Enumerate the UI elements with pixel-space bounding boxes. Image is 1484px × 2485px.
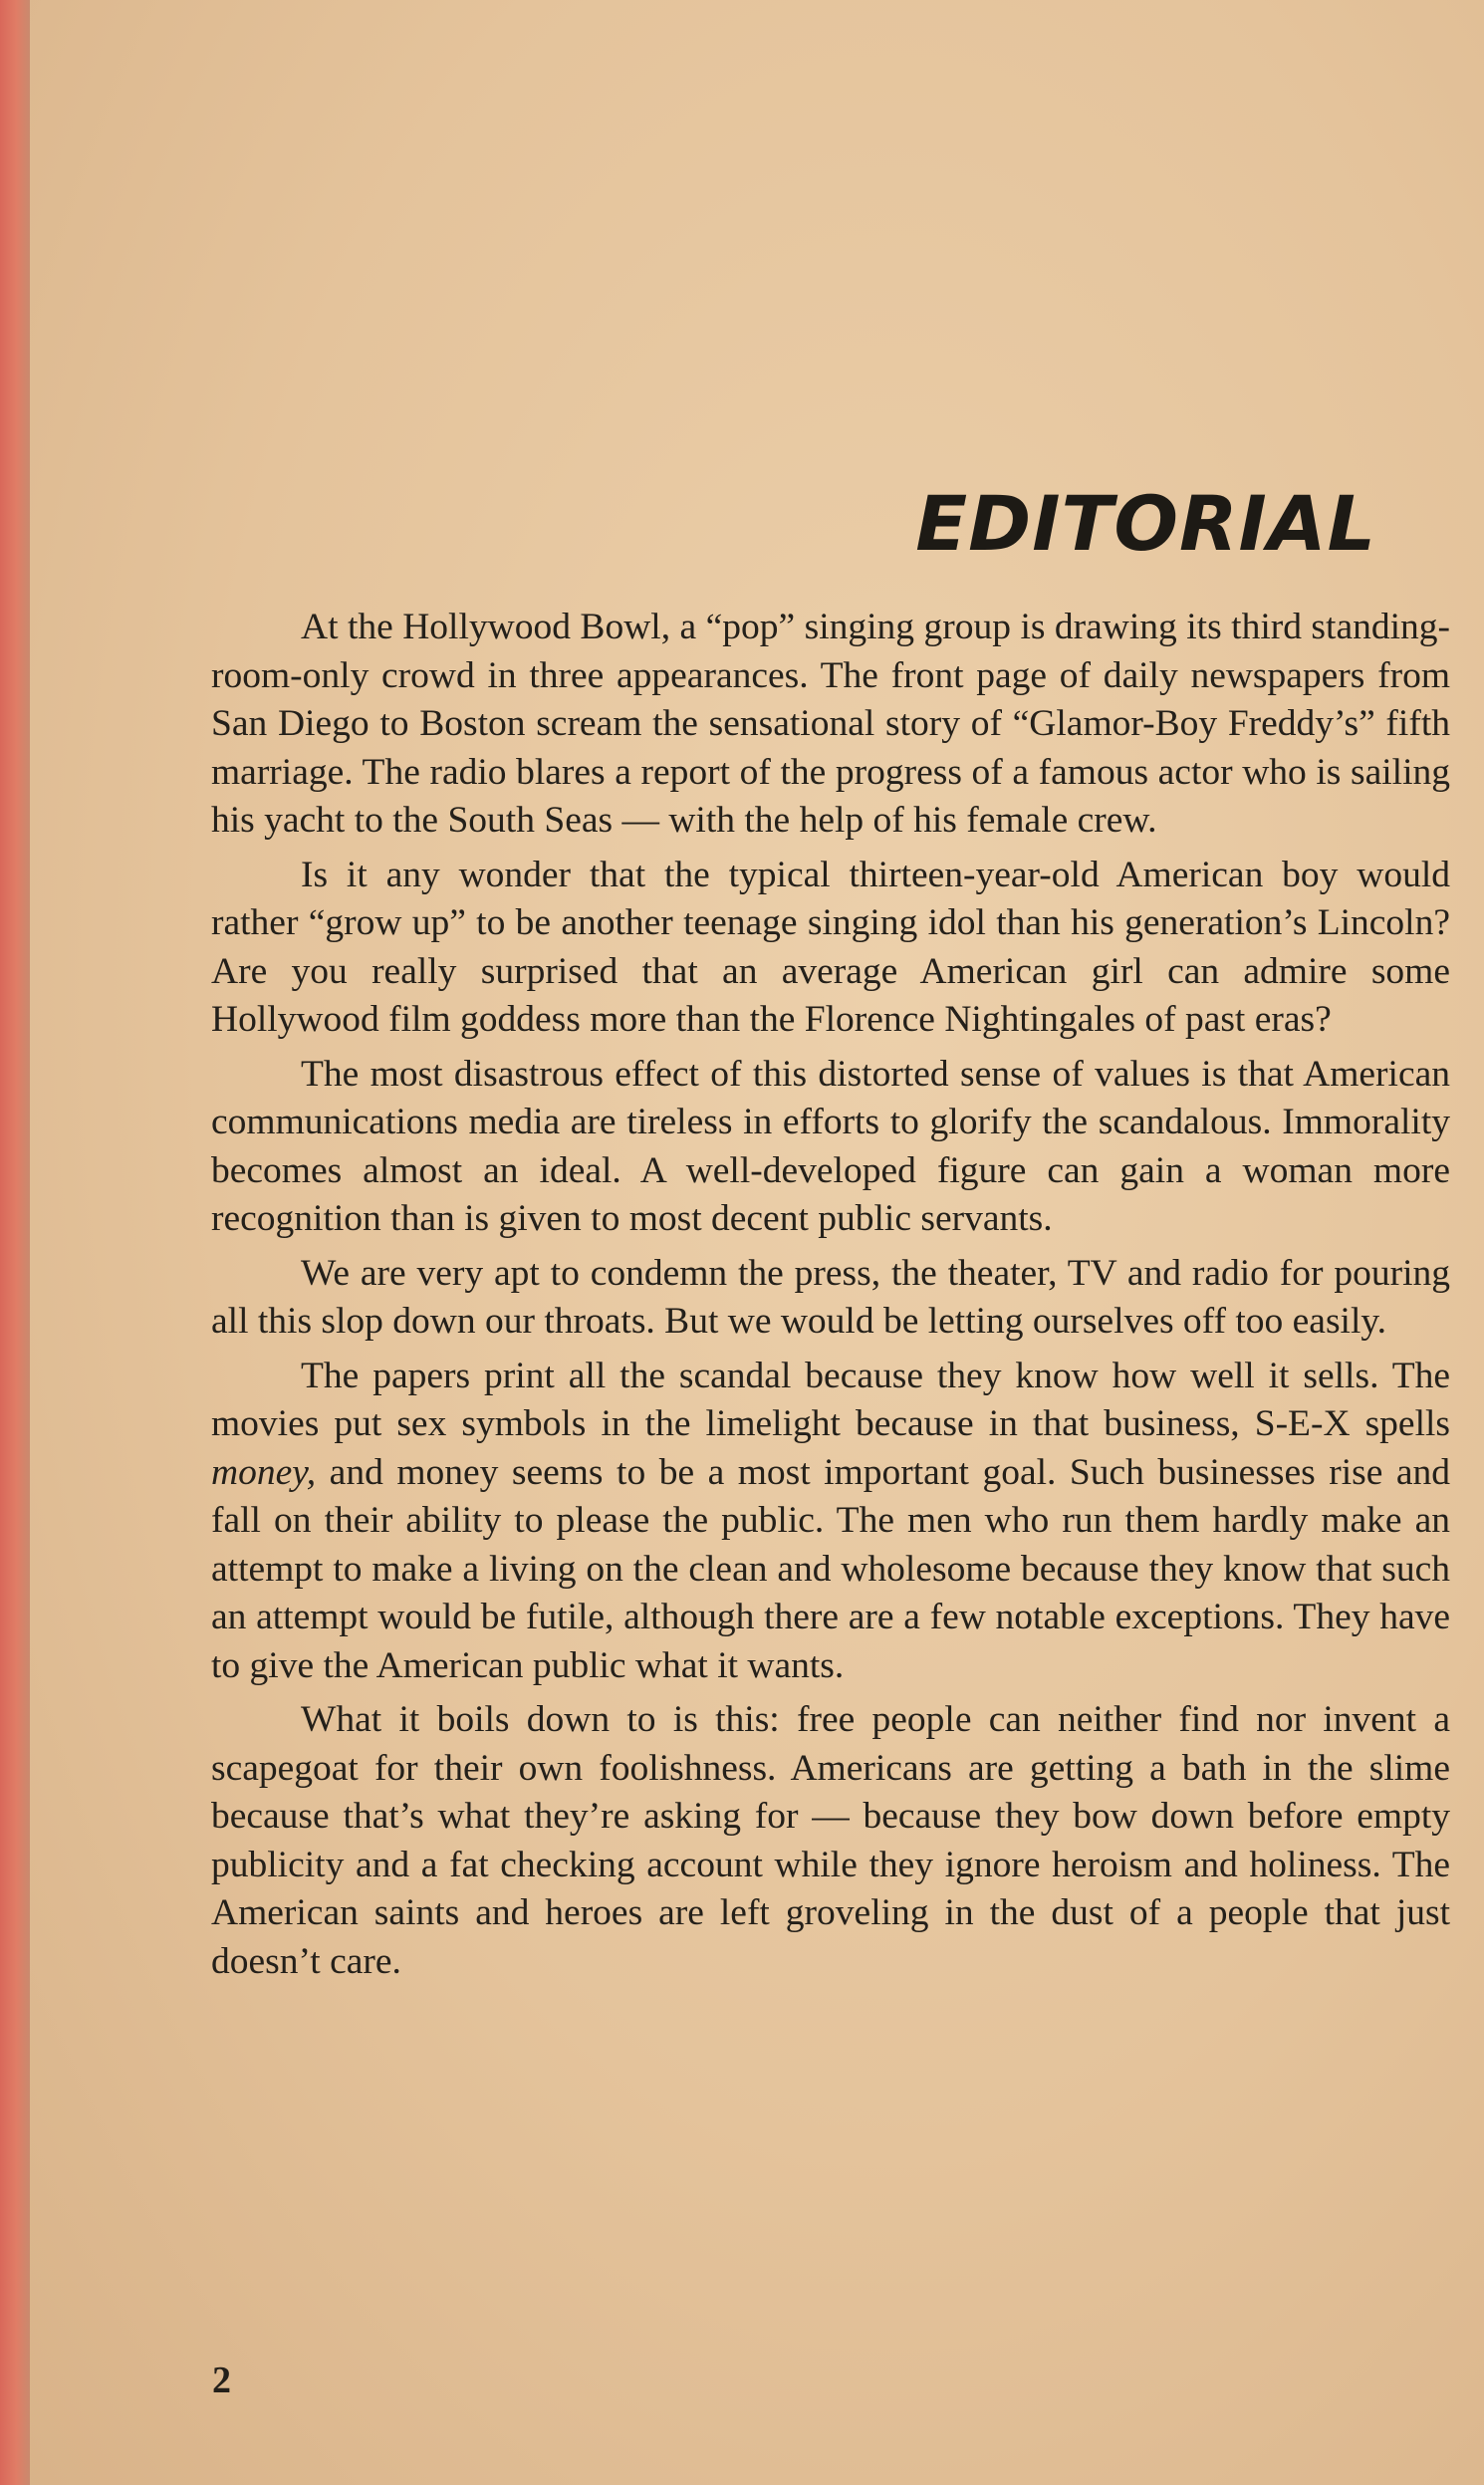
page-number: 2 <box>212 2360 231 2401</box>
paragraph-3: The most disastrous effect of this distorted sense of values is that American communications media are tireless in efforts to glorify the scandalous. Immorality becomes almost an ideal. A well-developed figure can gain a woman more recognition than is given to most decent public servants. <box>211 1053 1450 1239</box>
paragraph-1: At the Hollywood Bowl, a “pop” singing group is drawing its third standing-room-only crowd in three appearances. The front page of daily newspapers from San Diego to Boston scream the sensational story of “Glamor-Boy Freddy’s” fifth marriage. The radio blares a report of the progress of a famous actor who is sailing his yacht to the South Seas — with the help of his female crew. <box>211 607 1450 841</box>
paragraph-5-end: and money seems to be a most important goal. Such businesses rise and fall on their ability to please the public. The men who run them hardly make an attempt to make a living on the clean and wholesome because they know that such an attempt would be futile, although there are a few notable exceptions. They have to give the American public what it wants. <box>211 1451 1450 1686</box>
cover-edge <box>0 0 30 2485</box>
paragraph-4: We are very apt to condemn the press, the theater, TV and radio for pouring all this slop down our throats. But we would be letting ourselves off too easily. <box>211 1252 1450 1342</box>
editorial-body <box>211 604 1450 1992</box>
paragraph-5-start: The papers print all the scandal because they know how well it sells. The movies put sex symbols in the limelight because in that business, S-E-X spells <box>211 1355 1450 1444</box>
paragraph-6: What it boils down to is this: free people can neither find nor invent a scapegoat for their own foolishness. Americans are getting a bath in the slime because that’s what they’re asking for — because they bow down before empty publicity and a fat checking account while they ignore heroism and holiness. The American saints and heroes are left groveling in the dust of a people that just doesn’t care. <box>211 1699 1450 1982</box>
paragraph-5 <box>211 1353 1450 1691</box>
paragraph-2: Is it any wonder that the typical thirteen-year-old American boy would rather “grow up” to be another teenage singing idol than his generation’s Lincoln? Are you really surprised that an average American girl can admire some Hollywood film goddess more than the Florence Nightingales of past eras? <box>211 854 1450 1040</box>
editorial-heading: EDITORIAL <box>915 479 1376 568</box>
emphasized-word: money, <box>211 1451 317 1493</box>
